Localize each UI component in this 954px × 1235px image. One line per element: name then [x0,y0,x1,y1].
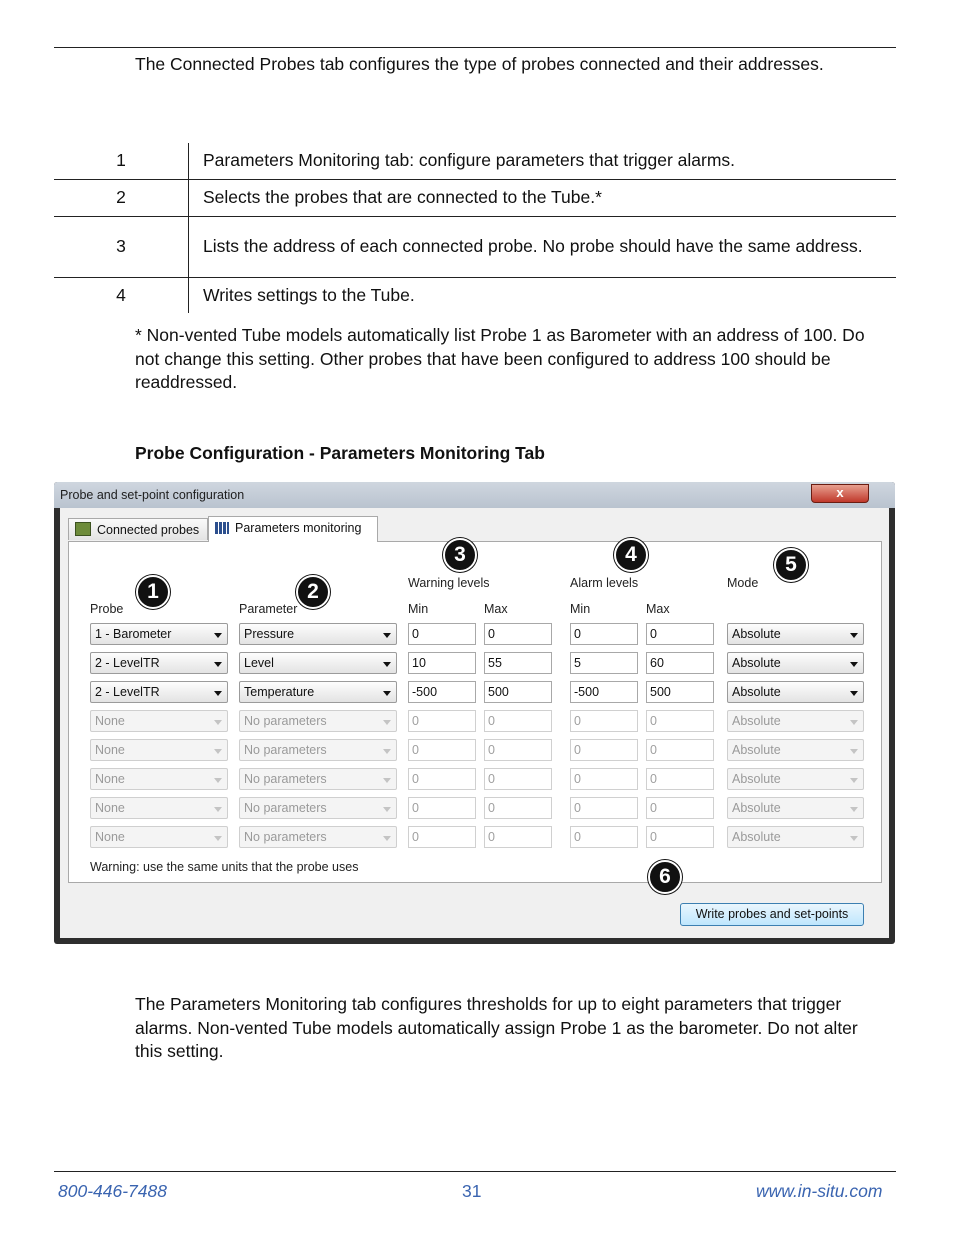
chevron-down-icon [383,662,391,667]
bottom-paragraph: The Parameters Monitoring tab configures thresholds for up to eight parameters that trigger alarms. Non-vented Tube models automatically assign Probe 1 as the barometer. Do not alter this setting. [135,994,858,1061]
chevron-down-icon [850,836,858,841]
amax-input-value: 0 [650,627,657,641]
chevron-down-icon [383,749,391,754]
amax-input-value: 500 [650,685,671,699]
callout-badge-4: 4 [614,538,648,572]
callout-badge-5: 5 [774,548,808,582]
amax-input[interactable] [646,826,714,848]
parameter-select[interactable] [239,681,397,703]
probe-select[interactable] [90,623,228,645]
wmin-input[interactable] [408,652,476,674]
probe-select[interactable] [90,681,228,703]
probe-select-value: 2 - LevelTR [95,685,160,699]
probe-select[interactable] [90,652,228,674]
wmax-input-value: 0 [488,627,495,641]
amin-input[interactable] [570,710,638,732]
footer-phone: 800-446-7488 [58,1181,167,1201]
amax-input-value: 60 [650,656,664,670]
dialog-titlebar [54,482,895,508]
amax-input[interactable] [646,739,714,761]
probe-select-value: 2 - LevelTR [95,656,160,670]
probe-select-value: None [95,743,125,757]
mode-select[interactable] [727,739,864,761]
wmax-input-value: 55 [488,656,502,670]
probe-select[interactable] [90,739,228,761]
chevron-down-icon [850,633,858,638]
amin-input-value: 0 [574,772,581,786]
wmax-input-value: 0 [488,830,495,844]
amin-input[interactable] [570,739,638,761]
wmax-input[interactable] [484,652,552,674]
callout-badge-2: 2 [296,575,330,609]
warning-max-label: Max [484,602,508,616]
amin-input[interactable] [570,768,638,790]
mode-select-value: Absolute [732,772,781,786]
amin-input-value: -500 [574,685,600,699]
wmax-input[interactable] [484,623,552,645]
wmin-input-value: 0 [412,772,419,786]
probe-column-label: Probe [90,602,124,616]
mode-select[interactable] [727,652,864,674]
table-num: 2 [54,179,189,216]
wmin-input-value: -500 [412,685,438,699]
chevron-down-icon [383,720,391,725]
amin-input[interactable] [570,652,638,674]
wmax-input[interactable] [484,768,552,790]
parameter-select-value: Pressure [244,627,295,641]
mode-select-value: Absolute [732,801,781,815]
wmin-input-value: 0 [412,830,419,844]
amax-input[interactable] [646,623,714,645]
wmax-input[interactable] [484,710,552,732]
units-warning: Warning: use the same units that the probe uses [90,860,359,874]
chevron-down-icon [850,720,858,725]
table-text: Writes settings to the Tube. [189,277,897,313]
tab-label: Parameters monitoring [235,521,362,535]
mode-label: Mode [727,576,759,590]
amax-input-value: 0 [650,772,657,786]
table-text: Selects the probes that are connected to the Tube.* [189,179,897,216]
tab-label: Connected probes [97,523,200,537]
parameter-select[interactable] [239,652,397,674]
amax-input[interactable] [646,652,714,674]
mode-select[interactable] [727,826,864,848]
probe-select-value: None [95,714,125,728]
warning-levels-label: Warning levels [408,576,490,590]
probe-icon [75,522,91,536]
parameter-select-value: No parameters [244,801,327,815]
close-button[interactable]: x [811,484,869,503]
amax-input[interactable] [646,768,714,790]
amin-input-value: 0 [574,801,581,815]
parameter-select[interactable] [239,623,397,645]
mode-select[interactable] [727,768,864,790]
mode-select-value: Absolute [732,627,781,641]
probe-select-value: None [95,772,125,786]
amin-input-value: 5 [574,656,581,670]
wmin-input-value: 10 [412,656,426,670]
table-text: Parameters Monitoring tab: configure parameters that trigger alarms. [203,150,736,171]
wmin-input[interactable] [408,768,476,790]
chevron-down-icon [383,836,391,841]
parameter-select-value: Level [244,656,274,670]
parameter-select[interactable] [239,768,397,790]
wmin-input[interactable] [408,797,476,819]
wmax-input[interactable] [484,797,552,819]
chevron-down-icon [850,691,858,696]
wmin-input[interactable] [408,681,476,703]
amax-input-value: 0 [650,830,657,844]
wmax-input-value: 0 [488,743,495,757]
footer-rule [54,1171,896,1172]
wmax-input[interactable] [484,826,552,848]
chevron-down-icon [383,633,391,638]
parameters-panel [68,541,882,883]
chevron-down-icon [850,807,858,812]
amin-input-value: 0 [574,627,581,641]
tab-parameters-monitoring[interactable] [208,516,378,542]
top-rule [54,47,896,48]
parameter-select-value: Temperature [244,685,315,699]
probe-select-value: 1 - Barometer [95,627,172,641]
wmax-input[interactable] [484,681,552,703]
mode-select[interactable] [727,681,864,703]
section-heading: Probe Configuration - Parameters Monitoring Tab [135,443,545,463]
mode-select-value: Absolute [732,714,781,728]
footnote: * Non-vented Tube models automatically list Probe 1 as Barometer with an address of 100. Do not change this setting. Other probes that have been configured to address 100 should be readdressed. [135,325,865,392]
amax-input[interactable] [646,681,714,703]
chevron-down-icon [214,720,222,725]
probe-select-value: None [95,801,125,815]
chevron-down-icon [214,836,222,841]
wmin-input-value: 0 [412,627,419,641]
amin-input-value: 0 [574,830,581,844]
wmax-input-value: 0 [488,772,495,786]
chevron-down-icon [383,691,391,696]
chevron-down-icon [850,778,858,783]
amin-input[interactable] [570,681,638,703]
chevron-down-icon [850,662,858,667]
alarm-max-label: Max [646,602,670,616]
amin-input-value: 0 [574,743,581,757]
table-num: 3 [54,216,189,277]
wmin-input-value: 0 [412,801,419,815]
wmin-input-value: 0 [412,714,419,728]
parameter-select-value: No parameters [244,714,327,728]
wmax-input[interactable] [484,739,552,761]
probe-select[interactable] [90,826,228,848]
mode-select[interactable] [727,797,864,819]
amax-input[interactable] [646,710,714,732]
chevron-down-icon [214,778,222,783]
dialog-body [60,508,889,938]
mode-select[interactable] [727,623,864,645]
wmin-input[interactable] [408,623,476,645]
wmax-input-value: 0 [488,714,495,728]
wmax-input-value: 0 [488,801,495,815]
write-probes-button[interactable]: Write probes and set-points [680,903,864,926]
chevron-down-icon [383,778,391,783]
parameter-select-value: No parameters [244,743,327,757]
wmax-input-value: 500 [488,685,509,699]
parameter-select[interactable] [239,739,397,761]
table-text: Lists the address of each connected probe. No probe should have the same address. [189,216,897,277]
footer-website[interactable]: www.in-situ.com [756,1181,883,1201]
amax-input[interactable] [646,797,714,819]
wmin-input[interactable] [408,710,476,732]
chevron-down-icon [214,691,222,696]
chevron-down-icon [383,807,391,812]
tab-connected-probes[interactable] [68,518,208,540]
parameter-column-label: Parameter [239,602,298,616]
amax-input-value: 0 [650,743,657,757]
parameter-select[interactable] [239,826,397,848]
mode-select-value: Absolute [732,830,781,844]
amin-input[interactable] [570,797,638,819]
table-num: 4 [54,277,189,313]
probe-select[interactable] [90,710,228,732]
callout-badge-1: 1 [136,575,170,609]
parameter-select-value: No parameters [244,772,327,786]
footer-page-number: 31 [462,1181,482,1201]
config-dialog [54,482,895,944]
alarm-levels-label: Alarm levels [570,576,639,590]
chevron-down-icon [214,633,222,638]
callout-table [54,143,896,313]
callout-badge-6: 6 [648,860,682,894]
wmin-input[interactable] [408,739,476,761]
parameter-select-value: No parameters [244,830,327,844]
mode-select-value: Absolute [732,685,781,699]
chart-icon [215,522,229,534]
intro-paragraph: The Connected Probes tab configures the type of probes connected and their addresses. [135,54,824,74]
mode-select-value: Absolute [732,743,781,757]
table-num: 1 [54,143,189,179]
alarm-min-label: Min [570,602,591,616]
chevron-down-icon [214,749,222,754]
amax-input-value: 0 [650,714,657,728]
probe-select-value: None [95,830,125,844]
amin-input[interactable] [570,623,638,645]
dialog-title: Probe and set-point configuration [60,488,245,502]
warning-min-label: Min [408,602,429,616]
probe-select[interactable] [90,797,228,819]
parameter-select[interactable] [239,710,397,732]
parameter-select[interactable] [239,797,397,819]
wmin-input[interactable] [408,826,476,848]
amin-input-value: 0 [574,714,581,728]
amin-input[interactable] [570,826,638,848]
probe-select[interactable] [90,768,228,790]
chevron-down-icon [214,662,222,667]
amax-input-value: 0 [650,801,657,815]
wmin-input-value: 0 [412,743,419,757]
chevron-down-icon [850,749,858,754]
callout-badge-3: 3 [443,538,477,572]
mode-select-value: Absolute [732,656,781,670]
mode-select[interactable] [727,710,864,732]
chevron-down-icon [214,807,222,812]
